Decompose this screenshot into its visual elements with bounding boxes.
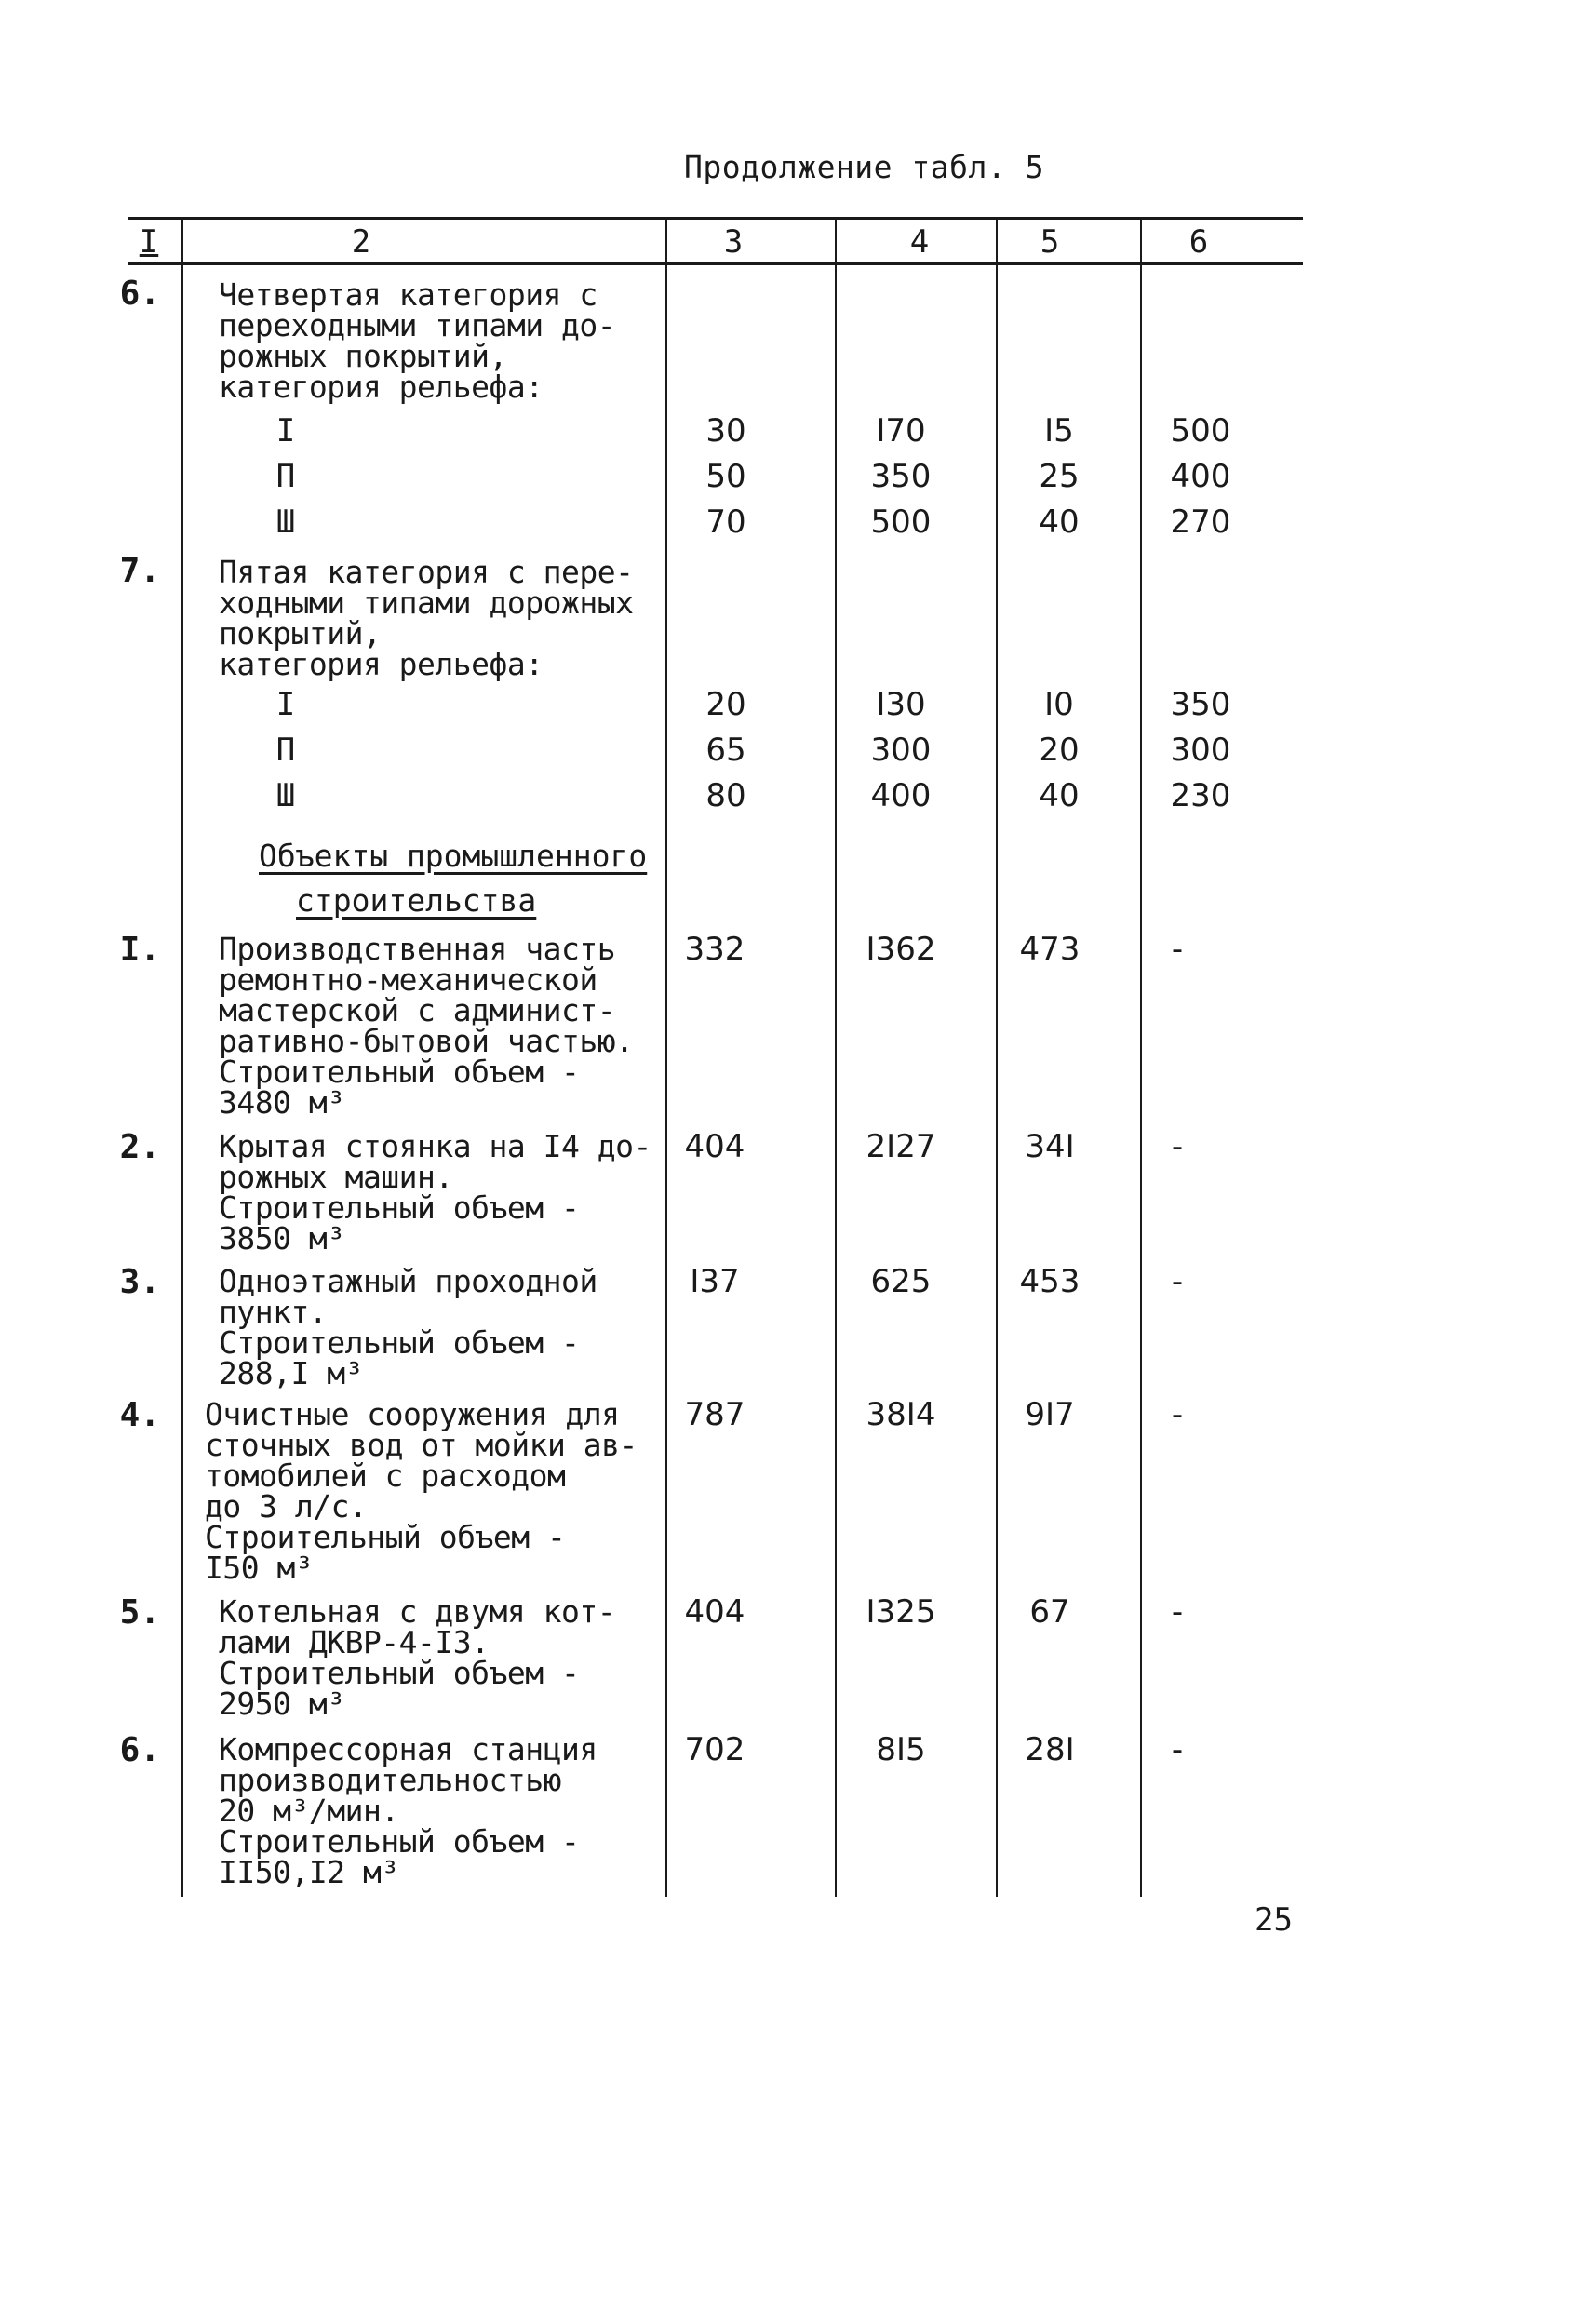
row-number: I.: [119, 931, 160, 969]
cell-col-3: 702: [684, 1731, 745, 1768]
column-divider-4: [996, 217, 998, 1897]
cell-col-4: I325: [866, 1593, 936, 1631]
cell-col-5: 34I: [1025, 1128, 1075, 1165]
cell-col-5: 9I7: [1025, 1396, 1075, 1433]
cell-col-3: 332: [684, 931, 745, 968]
row-description: Одноэтажный проходной пункт. Строительный объем - 288,I м³: [219, 1263, 597, 1391]
cell-col-6: -: [1171, 1128, 1184, 1165]
cell-col-4: 2I27: [866, 1128, 936, 1165]
relief-category-label: I: [275, 686, 296, 723]
cell-col-4: I362: [866, 931, 936, 968]
cell-col-3: 80: [705, 777, 746, 814]
cell-col-3: 404: [684, 1593, 745, 1631]
cell-col-5: 40: [1039, 777, 1080, 814]
header-col-3: 3: [723, 223, 744, 261]
cell-col-3: 65: [705, 732, 746, 769]
row-number: 6.: [119, 1731, 160, 1769]
row-number: 2.: [119, 1128, 160, 1166]
header-col-5: 5: [1040, 223, 1060, 261]
cell-col-3: 404: [684, 1128, 745, 1165]
cell-col-5: I5: [1044, 412, 1074, 450]
row-description: Очистные сооружения для сточных вод от мойки ав- томобилей с расходом до 3 л/с. Строительный объем - I50 м³: [205, 1396, 638, 1586]
column-divider-1: [181, 217, 183, 1897]
column-divider-3: [835, 217, 837, 1897]
cell-col-4: 500: [870, 504, 932, 541]
header-col-2: 2: [351, 223, 371, 261]
row-number: 6.: [119, 275, 160, 313]
row-description: Производственная часть ремонтно-механической мастерской с админист- ративно-бытовой частью. Строительный объем - 3480 м³: [219, 931, 634, 1121]
cell-col-3: 70: [705, 504, 746, 541]
cell-col-6: -: [1171, 1593, 1184, 1631]
section-title-continued: строительства: [296, 882, 537, 919]
cell-col-3: 787: [684, 1396, 745, 1433]
cell-col-5: 67: [1029, 1593, 1070, 1631]
column-divider-5: [1140, 217, 1142, 1897]
header-col-6: 6: [1188, 223, 1209, 261]
cell-col-5: 25: [1039, 458, 1080, 495]
cell-col-4: 400: [870, 777, 932, 814]
cell-col-4: I70: [876, 412, 926, 450]
cell-col-6: -: [1171, 1731, 1184, 1768]
cell-col-5: 20: [1039, 732, 1080, 769]
cell-col-6: 270: [1170, 504, 1231, 541]
row-description: Четвертая категория с переходными типами до- рожных покрытий, категория рельефа:: [219, 276, 616, 405]
cell-col-3: 30: [705, 412, 746, 450]
cell-col-6: -: [1171, 1263, 1184, 1300]
cell-col-6: 230: [1170, 777, 1231, 814]
cell-col-4: 38I4: [866, 1396, 936, 1433]
row-description: Компрессорная станция производительностью 20 м³/мин. Строительный объем - II50,I2 м³: [219, 1731, 597, 1890]
header-col-4: 4: [909, 223, 930, 261]
relief-category-label: П: [275, 732, 296, 769]
cell-col-4: 350: [870, 458, 932, 495]
cell-col-6: 500: [1170, 412, 1231, 450]
relief-category-label: Ш: [275, 777, 296, 814]
cell-col-5: 473: [1019, 931, 1081, 968]
cell-col-6: -: [1171, 1396, 1184, 1433]
row-number: 4.: [119, 1396, 160, 1434]
cell-col-4: 8I5: [876, 1731, 926, 1768]
table-top-rule: [128, 217, 1303, 220]
row-description: Крытая стоянка на I4 до- рожных машин. Строительный объем - 3850 м³: [219, 1128, 651, 1256]
table-caption: Продолжение табл. 5: [684, 149, 1044, 185]
cell-col-5: 28I: [1025, 1731, 1075, 1768]
cell-col-6: 400: [1170, 458, 1231, 495]
row-description: Пятая категория с пере- ходными типами дорожных покрытий, категория рельефа:: [219, 554, 634, 682]
cell-col-5: 40: [1039, 504, 1080, 541]
cell-col-3: I37: [690, 1263, 740, 1300]
row-number: 7.: [119, 552, 160, 590]
header-col-1: I: [139, 223, 159, 261]
cell-col-6: 300: [1170, 732, 1231, 769]
cell-col-4: I30: [876, 686, 926, 723]
page-number: 25: [1255, 1901, 1293, 1939]
cell-col-3: 20: [705, 686, 746, 723]
section-title: Объекты промышленного: [259, 838, 648, 874]
cell-col-5: 453: [1019, 1263, 1081, 1300]
cell-col-4: 625: [870, 1263, 932, 1300]
row-description: Котельная с двумя кот- лами ДКВР-4-I3. Строительный объем - 2950 м³: [219, 1593, 616, 1722]
header-bottom-rule: [128, 262, 1303, 265]
relief-category-label: Ш: [275, 504, 296, 541]
cell-col-6: -: [1171, 931, 1184, 968]
cell-col-3: 50: [705, 458, 746, 495]
cell-col-6: 350: [1170, 686, 1231, 723]
row-number: 3.: [119, 1263, 160, 1301]
relief-category-label: П: [275, 458, 296, 495]
column-divider-2: [665, 217, 667, 1897]
cell-col-4: 300: [870, 732, 932, 769]
row-number: 5.: [119, 1593, 160, 1632]
relief-category-label: I: [275, 412, 296, 450]
cell-col-5: I0: [1044, 686, 1074, 723]
